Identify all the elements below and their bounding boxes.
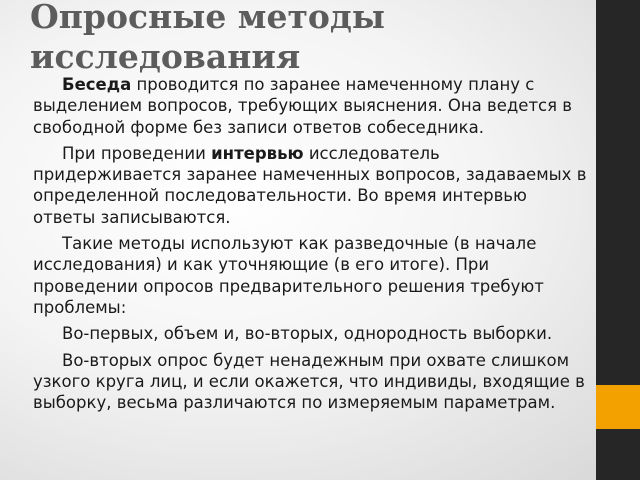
paragraph-first-second: Во-первых, объем и, во-вторых, однородность выборки.: [62, 324, 553, 344]
term-interview: интервью: [211, 143, 304, 163]
paragraph-interview: [33, 143, 589, 228]
term-beseda: Беседа: [62, 75, 132, 94]
accent-square: [596, 385, 640, 429]
paragraph-reliability: Во-вторых опрос будет ненадежным при охвате слишком узкого круга лиц, и если окажется, что индивиды, входящие в выборку, весьма различаются по измеряемым параметрам.: [33, 350, 585, 413]
paragraph-methods: Такие методы используют как разведочные (в начале исследования) и как уточняющие (в его итоге). При проведении опросов предварительного решения требуют проблемы:: [33, 234, 544, 317]
paragraph-text: При проведении: [62, 143, 212, 163]
slide-body: [33, 74, 589, 418]
slide-title: Опросные методы исследования: [30, 0, 385, 76]
paragraph-text: исследователь придерживается заранее намеченных вопросов, задаваемых в определенной последовательности. Во время интервью ответы записываются.: [33, 143, 587, 227]
paragraph-beseda: [33, 74, 589, 138]
paragraph-text: проводится по заранее намеченному плану с выделением вопросов, требующих выяснения. Она ведется в свободной форме без записи ответов собеседника.: [33, 75, 573, 137]
